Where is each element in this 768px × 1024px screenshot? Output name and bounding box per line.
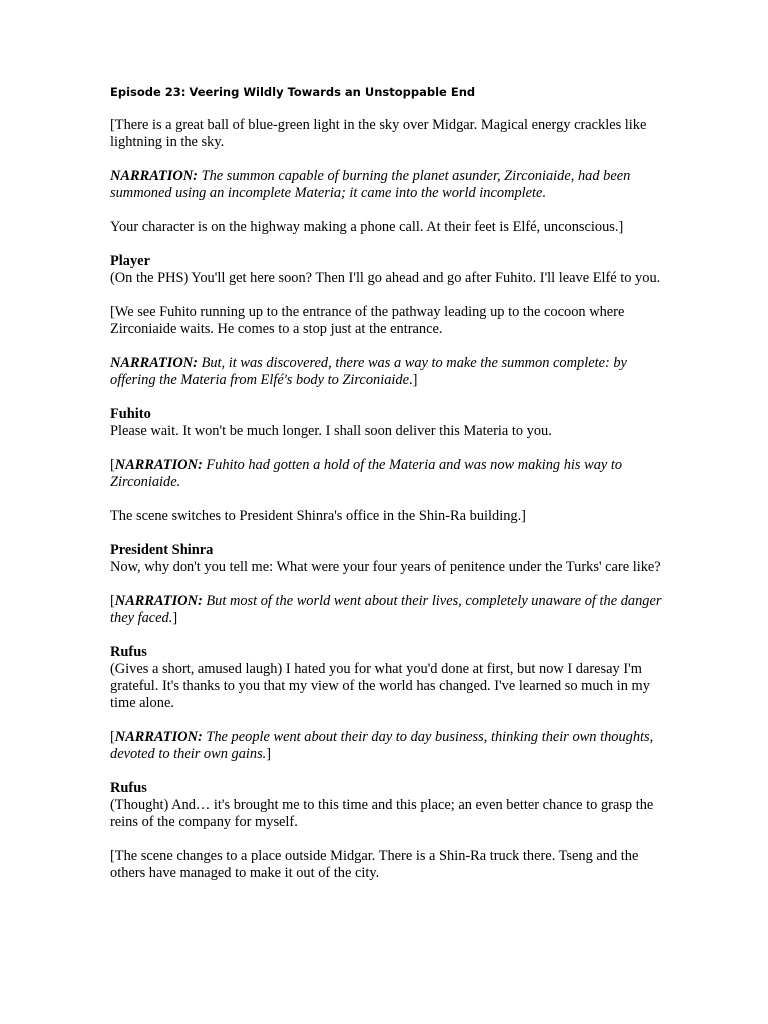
dialogue-block [110, 780, 670, 831]
narration-paragraph [110, 457, 670, 491]
dialogue-text: (On the PHS) You'll get here soon? Then I'll go ahead and go after Fuhito. I'll leave Elfé to you. [110, 270, 661, 286]
stage-direction: The scene switches to President Shinra's office in the Shin-Ra building.] [110, 508, 526, 524]
narration-label: NARRATION: [110, 355, 198, 371]
narration-text: But, it was discovered, there was a way to make the summon complete: by offering the Materia from Elfé's body to Zirconiaide [110, 355, 627, 388]
dialogue-block [110, 406, 670, 440]
narration-open: [ [110, 729, 115, 745]
narration-text: The summon capable of burning the planet asunder, Zirconiaide, had been summoned using an incomplete Materia; it came into the world incomplete. [110, 168, 631, 201]
narration-close: .] [409, 372, 418, 388]
speaker-name: President Shinra [110, 542, 214, 558]
narration-open: [ [110, 593, 115, 609]
episode-title: Episode 23: Veering Wildly Towards an Unstoppable End [110, 85, 476, 99]
narration-label: NARRATION: [114, 593, 203, 609]
stage-direction: [There is a great ball of blue-green light in the sky over Midgar. Magical energy crackles like lightning in the sky. [110, 117, 647, 150]
narration-label: NARRATION: [114, 457, 203, 473]
narration-label: NARRATION: [110, 168, 198, 184]
narration-paragraph [110, 168, 670, 202]
stage-direction: [The scene changes to a place outside Midgar. There is a Shin-Ra truck there. Tseng and the others have managed to make it out of the city. [110, 848, 639, 881]
narration-paragraph [110, 729, 670, 763]
narration-open: [ [110, 457, 115, 473]
speaker-name: Fuhito [110, 406, 151, 422]
narration-text: Fuhito had gotten a hold of the Materia and was now making his way to Zirconiaide. [110, 457, 623, 490]
document-page [110, 84, 670, 882]
narration-close: ] [172, 610, 178, 626]
narration-paragraph [110, 593, 670, 627]
narration-text: The people went about their day to day business, thinking their own thoughts, devoted to their own gains. [110, 729, 654, 762]
dialogue-text: Please wait. It won't be much longer. I shall soon deliver this Materia to you. [110, 423, 552, 439]
stage-direction: [We see Fuhito running up to the entrance of the pathway leading up to the cocoon where Zirconiaide waits. He comes to a stop just at the entrance. [110, 304, 625, 337]
speaker-name: Rufus [110, 644, 147, 660]
stage-direction: Your character is on the highway making a phone call. At their feet is Elfé, unconscious.] [110, 219, 624, 235]
narration-close: ] [266, 746, 272, 762]
speaker-name: Player [110, 253, 150, 269]
dialogue-block [110, 542, 670, 576]
dialogue-text: (Gives a short, amused laugh) I hated you for what you'd done at first, but now I daresay I'm grateful. It's thanks to you that my view of the world has changed. I've learned so much in my time alone. [110, 661, 650, 711]
narration-paragraph [110, 355, 670, 389]
dialogue-text: (Thought) And… it's brought me to this time and this place; an even better chance to grasp the reins of the company for myself. [110, 797, 654, 830]
dialogue-block [110, 644, 670, 712]
dialogue-text: Now, why don't you tell me: What were your four years of penitence under the Turks' care like? [110, 559, 661, 575]
narration-text: But most of the world went about their lives, completely unaware of the danger they faced. [110, 593, 662, 626]
speaker-name: Rufus [110, 780, 147, 796]
dialogue-block [110, 253, 670, 287]
narration-label: NARRATION: [114, 729, 203, 745]
